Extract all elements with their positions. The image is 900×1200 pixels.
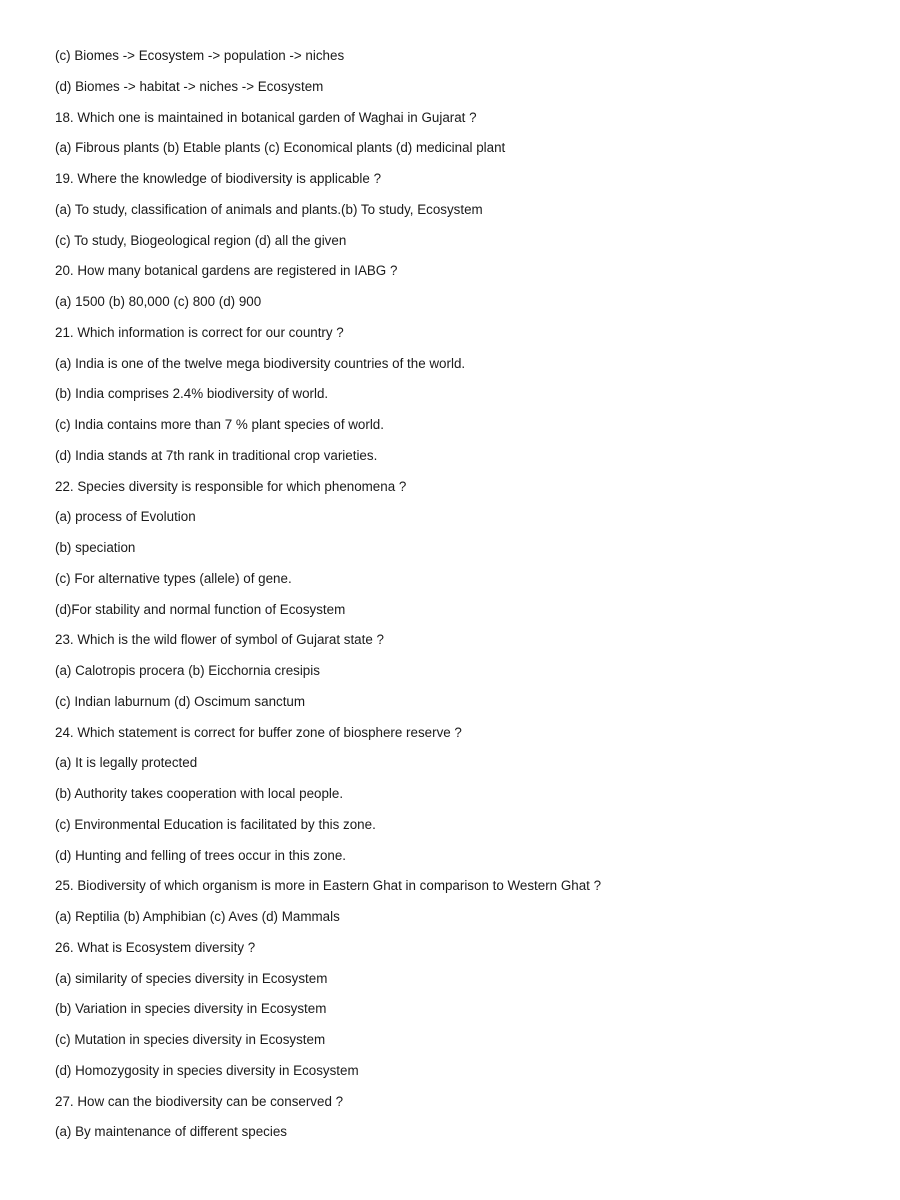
- text-line: (d) Biomes -> habitat -> niches -> Ecosystem: [55, 78, 324, 94]
- option-line: (a) To study, classification of animals and plants.(b) To study, Ecosystem: [55, 201, 483, 217]
- question-line: 24. Which statement is correct for buffer zone of biosphere reserve ?: [55, 724, 462, 740]
- question-line: 18. Which one is maintained in botanical garden of Waghai in Gujarat ?: [55, 109, 477, 125]
- option-line: (d)For stability and normal function of Ecosystem: [55, 601, 346, 617]
- option-line: (c) Environmental Education is facilitated by this zone.: [55, 816, 376, 832]
- option-line: (a) similarity of species diversity in Ecosystem: [55, 970, 328, 986]
- option-line: (b) India comprises 2.4% biodiversity of world.: [55, 386, 329, 402]
- option-line: (c) Indian laburnum (d) Oscimum sanctum: [55, 693, 306, 709]
- question-line: 25. Biodiversity of which organism is more in Eastern Ghat in comparison to Western Ghat ?: [55, 878, 602, 894]
- option-line: (a) India is one of the twelve mega biodiversity countries of the world.: [55, 355, 466, 371]
- option-line: (a) 1500 (b) 80,000 (c) 800 (d) 900: [55, 294, 262, 309]
- question-line: 22. Species diversity is responsible for which phenomena ?: [55, 478, 407, 494]
- text-line: (c) Biomes -> Ecosystem -> population -> niches: [55, 48, 345, 63]
- option-line: (a) Fibrous plants (b) Etable plants (c) Economical plants (d) medicinal plant: [55, 140, 506, 156]
- option-line: (d) Hunting and felling of trees occur in this zone.: [55, 847, 347, 863]
- question-line: 23. Which is the wild flower of symbol of Gujarat state ?: [55, 632, 384, 648]
- option-line: (c) To study, Biogeological region (d) all the given: [55, 232, 347, 248]
- question-line: 19. Where the knowledge of biodiversity is applicable ?: [55, 171, 382, 186]
- option-line: (a) It is legally protected: [55, 755, 198, 771]
- option-line: (c) India contains more than 7 % plant species of world.: [55, 417, 384, 432]
- option-line: (a) By maintenance of different species: [55, 1124, 287, 1140]
- question-line: 26. What is Ecosystem diversity ?: [55, 939, 256, 955]
- question-line: 20. How many botanical gardens are registered in IABG ?: [55, 263, 398, 279]
- option-line: (b) Variation in species diversity in Ecosystem: [55, 1001, 327, 1017]
- option-line: (b) speciation: [55, 540, 136, 555]
- option-line: (a) Reptilia (b) Amphibian (c) Aves (d) Mammals: [55, 909, 340, 924]
- option-line: (b) Authority takes cooperation with local people.: [55, 786, 344, 801]
- question-line: 27. How can the biodiversity can be conserved ?: [55, 1093, 344, 1109]
- option-line: (d) Homozygosity in species diversity in Ecosystem: [55, 1062, 359, 1078]
- question-list: [55, 47, 875, 1154]
- question-line: 21. Which information is correct for our country ?: [55, 324, 344, 340]
- option-line: (c) For alternative types (allele) of gene.: [55, 570, 292, 586]
- option-line: (a) process of Evolution: [55, 509, 196, 525]
- option-line: (a) Calotropis procera (b) Eicchornia cresipis: [55, 663, 320, 678]
- option-line: (d) India stands at 7th rank in traditional crop varieties.: [55, 447, 378, 463]
- option-line: (c) Mutation in species diversity in Ecosystem: [55, 1032, 326, 1047]
